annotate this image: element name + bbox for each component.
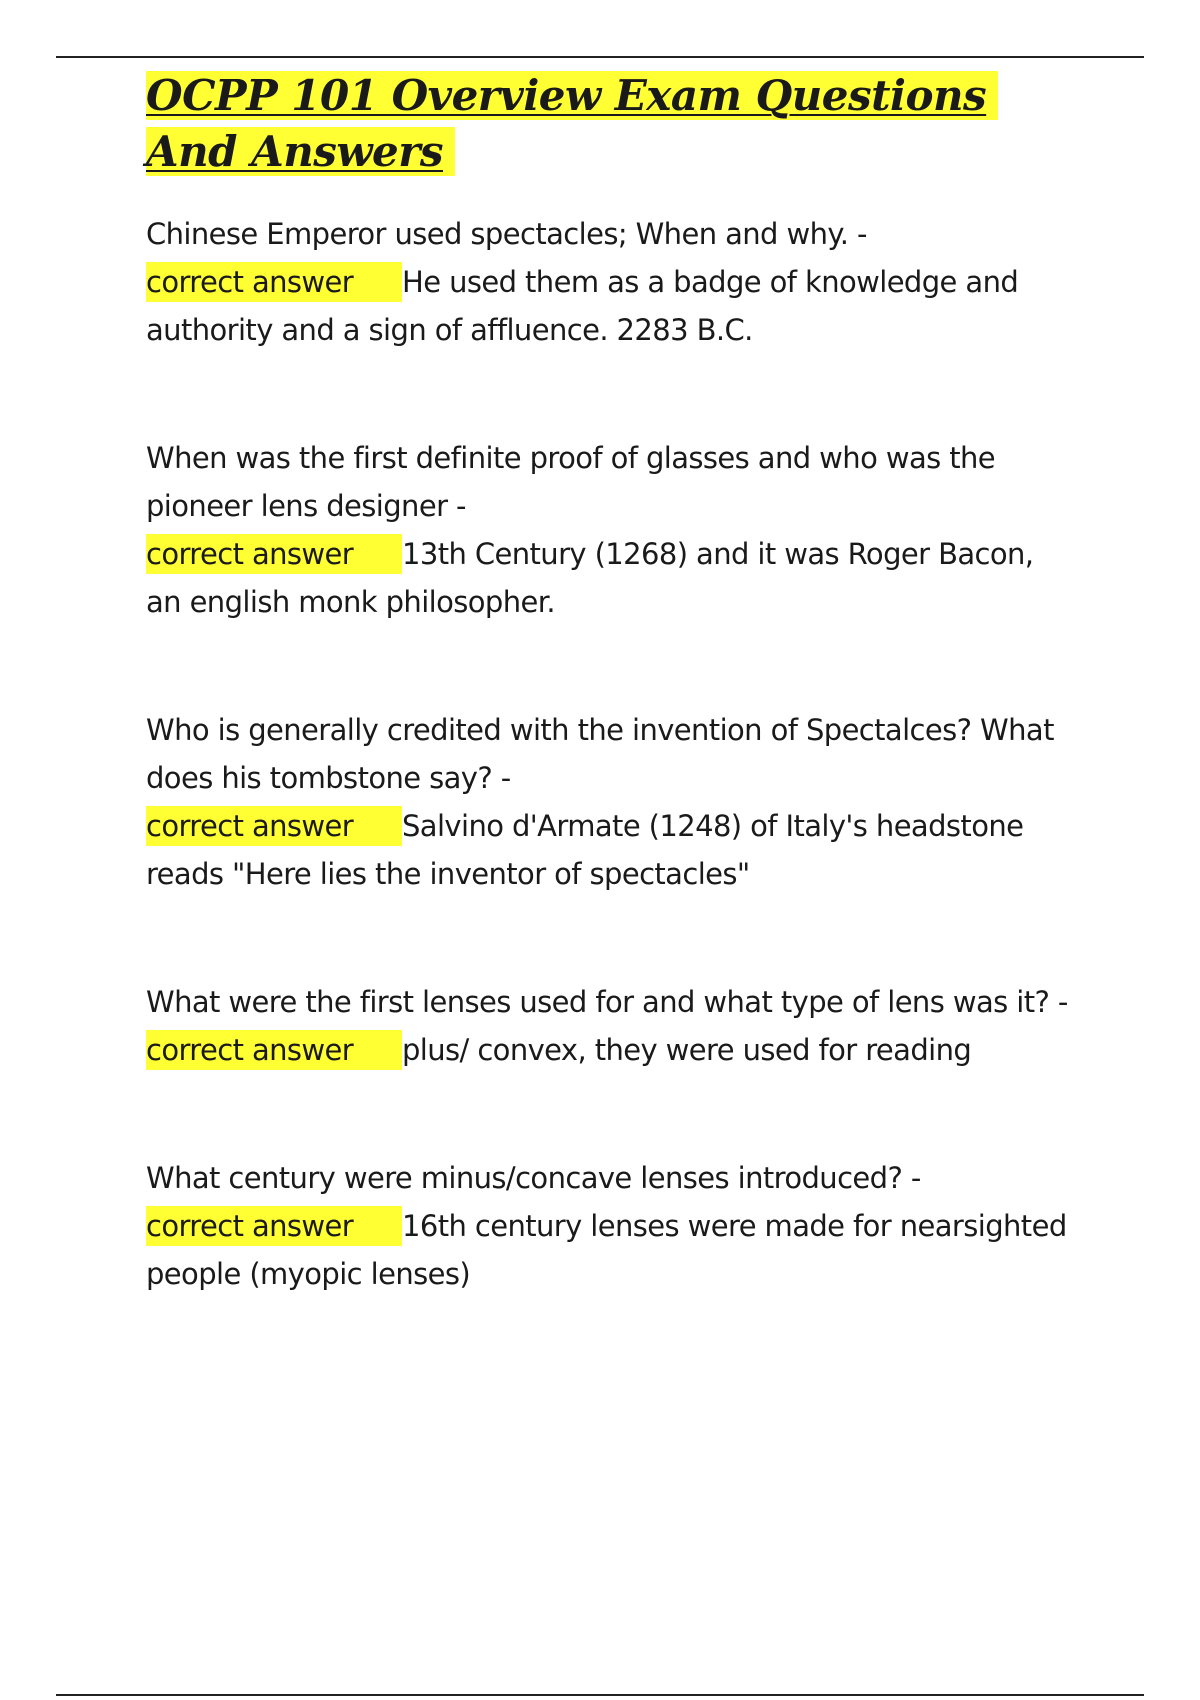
correct-answer-tag: correct answer (146, 1030, 402, 1070)
correct-answer-tag: correct answer (146, 806, 402, 846)
question-text: Chinese Emperor used spectacles; When and why. - (146, 217, 867, 251)
qa-item (146, 1154, 1076, 1298)
answer-text: 16th century lenses were made for nearsighted people (myopic lenses) (146, 1209, 1067, 1291)
title-highlight: OCPP 101 Overview Exam Questions And Answers (146, 71, 998, 176)
answer-line (146, 1026, 1076, 1074)
qa-item (146, 706, 1076, 898)
top-rule (56, 56, 1144, 58)
answer-line (146, 1202, 1076, 1298)
qa-item (146, 978, 1076, 1074)
answer-text: Salvino d'Armate (1248) of Italy's headstone reads "Here lies the inventor of spectacles" (146, 809, 1024, 891)
correct-answer-tag: correct answer (146, 262, 402, 302)
bottom-rule (56, 1694, 1144, 1696)
correct-answer-tag: correct answer (146, 1206, 402, 1246)
answer-line (146, 530, 1076, 626)
answer-line (146, 802, 1076, 898)
question-text: What century were minus/concave lenses introduced? - (146, 1161, 921, 1195)
answer-text: He used them as a badge of knowledge and authority and a sign of affluence. 2283 B.C. (146, 265, 1019, 347)
question-text: What were the first lenses used for and what type of lens was it? - (146, 985, 1068, 1019)
qa-item (146, 434, 1076, 626)
answer-text: 13th Century (1268) and it was Roger Bacon, an english monk philosopher. (146, 537, 1034, 619)
document-body (146, 68, 1076, 1298)
question-text: When was the first definite proof of glasses and who was the pioneer lens designer - (146, 441, 996, 523)
question-text: Who is generally credited with the invention of Spectalces? What does his tombstone say? - (146, 713, 1054, 795)
qa-item (146, 210, 1076, 354)
page-title (146, 68, 1076, 180)
answer-line (146, 258, 1076, 354)
correct-answer-tag: correct answer (146, 534, 402, 574)
answer-text: plus/ convex, they were used for reading (402, 1033, 972, 1067)
